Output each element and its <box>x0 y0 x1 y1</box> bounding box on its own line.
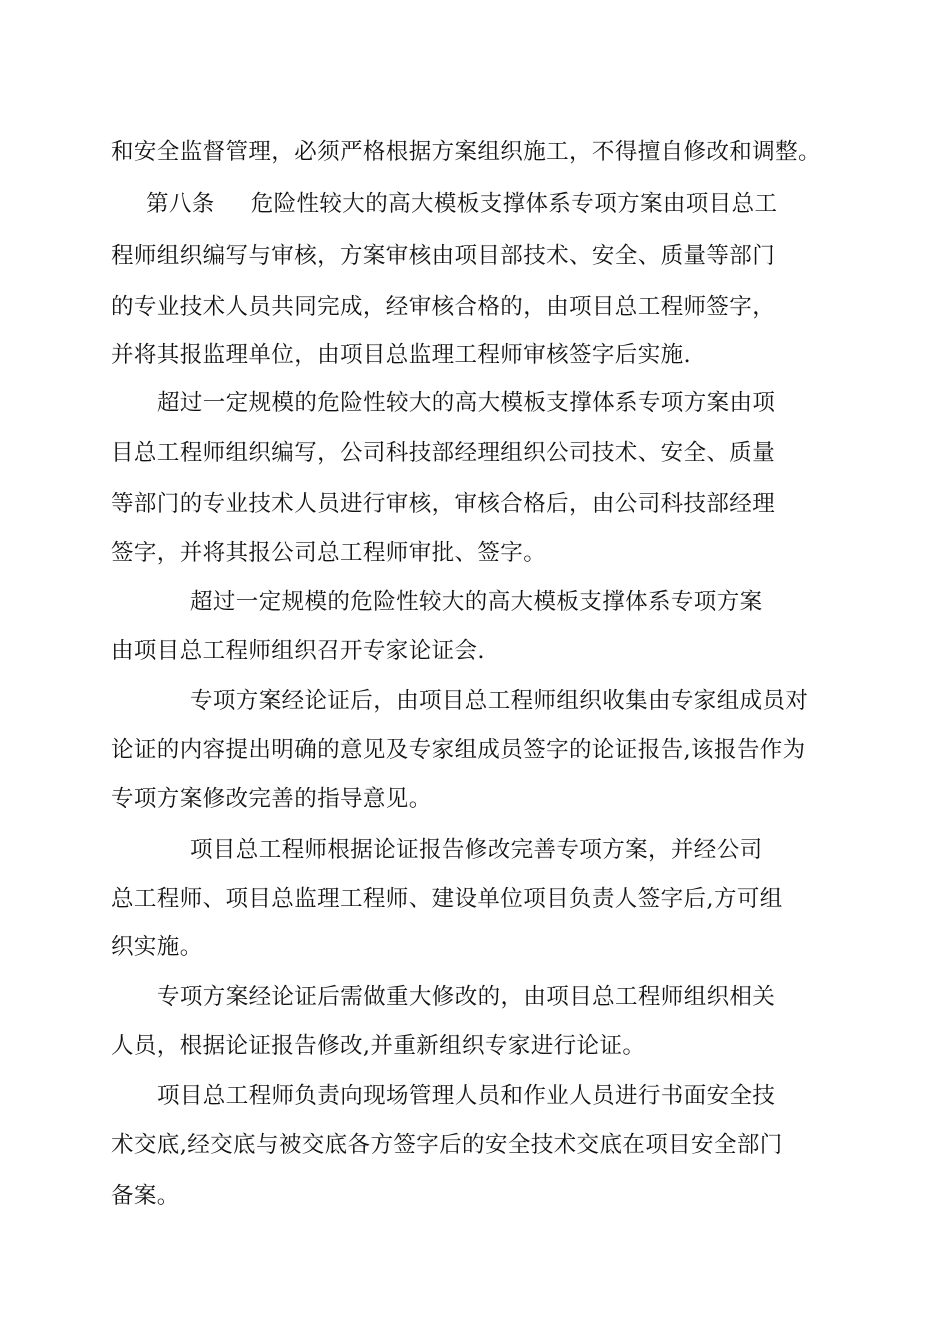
text-line-7: 目总工程师组织编写，公司科技部经理组织公司技术、安全、质量 <box>111 440 776 466</box>
text-line-4: 的专业技术人员共同完成，经审核合格的，由项目总工程师签字， <box>111 294 776 320</box>
text-line-14: 专项方案修改完善的指导意见。 <box>111 786 432 812</box>
text-line-9: 签字，并将其报公司总工程师审批、签字。 <box>111 540 547 566</box>
text-line-21: 术交底,经交底与被交底各方签字后的安全技术交底在项目安全部门 <box>111 1132 783 1158</box>
article-text-start: 危险性较大的高大模板支撑体系专项方案由项目总工 <box>250 191 778 217</box>
text-line-17: 织实施。 <box>111 934 203 960</box>
text-line-11: 由项目总工程师组织召开专家论证会. <box>111 638 485 664</box>
text-line-1: 和安全监督管理，必须严格根据方案组织施工，不得擅自修改和调整。 <box>111 139 821 165</box>
text-line-19: 人员，根据论证报告修改,并重新组织专家进行论证。 <box>111 1033 646 1059</box>
text-line-15: 项目总工程师根据论证报告修改完善专项方案，并经公司 <box>190 837 763 863</box>
text-line-16: 总工程师、项目总监理工程师、建设单位项目负责人签字后,方可组 <box>111 886 783 912</box>
text-line-3: 程师组织编写与审核，方案审核由项目部技术、安全、质量等部门 <box>111 243 776 269</box>
text-line-12: 专项方案经论证后，由项目总工程师组织收集由专家组成员对 <box>190 688 809 714</box>
text-line-13: 论证的内容提出明确的意见及专家组成员签字的论证报告,该报告作为 <box>111 737 806 763</box>
text-line-8: 等部门的专业技术人员进行审核，审核合格后，由公司科技部经理 <box>111 491 776 517</box>
text-line-10: 超过一定规模的危险性较大的高大模板支撑体系专项方案 <box>190 589 763 615</box>
text-line-6: 超过一定规模的危险性较大的高大模板支撑体系专项方案由项 <box>157 390 776 416</box>
article-number: 第八条 <box>146 191 215 217</box>
article-heading-line <box>146 188 777 220</box>
text-line-5: 并将其报监理单位，由项目总监理工程师审核签字后实施. <box>111 342 692 368</box>
text-line-22: 备案。 <box>111 1183 180 1209</box>
text-line-20: 项目总工程师负责向现场管理人员和作业人员进行书面安全技 <box>157 1083 776 1109</box>
text-line-18: 专项方案经论证后需做重大修改的，由项目总工程师组织相关 <box>157 984 776 1010</box>
